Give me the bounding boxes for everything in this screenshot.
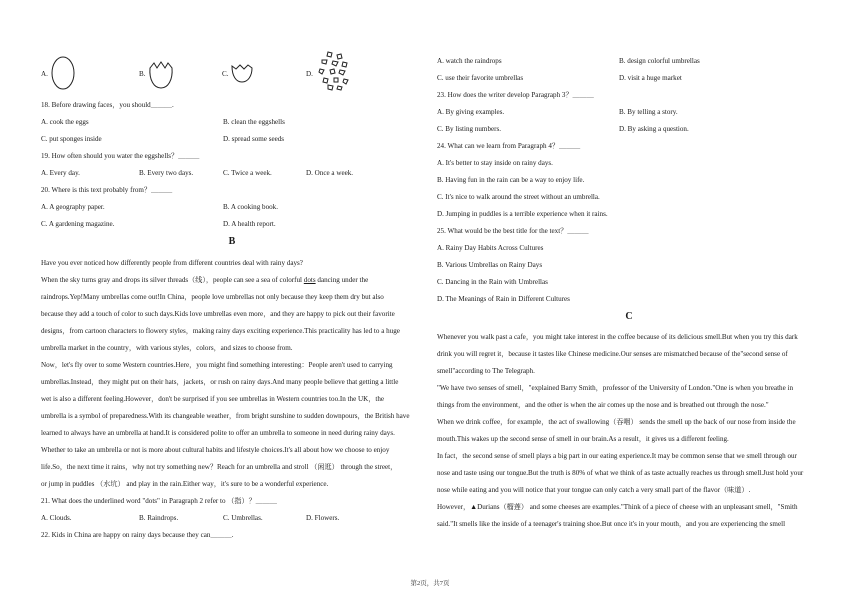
q19-option-a: A. Every day. [41,169,80,177]
egg-option-d-label: D. [306,70,313,78]
question-23: 23. How does the writer develop Paragraph 3？＿＿＿ [437,91,594,99]
q20-option-a: A. A geography paper. [41,203,105,211]
q21-option-a: A. Clouds. [41,514,72,522]
egg-a-icon [50,53,76,91]
question-18: 18. Before drawing faces，you should＿＿＿. [41,101,174,109]
passage-c-line-3: smell"according to The Telegraph. [437,367,535,375]
q18-option-c: C. put sponges inside [41,135,102,143]
passage-b-line-11: learned to always have an umbrella at hand.It is considered polite to offer an umbrella to someone in need during rainy days. [41,429,395,437]
passage-c-line-6: When we drink coffee，for example，the act of swallowing（吞咽） sends the smell up the back of our nose from inside the [437,418,796,426]
q24-option-a: A. It's better to stay inside on rainy days. [437,159,553,167]
passage-b-line-4: because they add a touch of color to such days.Kids love umbrellas even more，and they are happy to pick out their favorite [41,310,395,318]
passage-b-line-9: wet is also a different feeling.However，don't be surprised if you see umbrellas in Western countries too.In the UK，the [41,395,385,403]
underlined-word-dots: dots [303,276,316,284]
egg-option-b-label: B. [139,70,146,78]
q24-option-b: B. Having fun in the rain can be a way to enjoy life. [437,176,585,184]
passage-b-line-6: umbrella market in the country，with various styles，colors，and sizes to choose from. [41,344,293,352]
question-22: 22. Kids in China are happy on rainy days because they can＿＿＿. [41,531,234,539]
question-21: 21. What does the underlined word "dots" in Paragraph 2 refer to （指）？＿＿＿ [41,497,277,505]
passage-b-line-2-tail: dancing under the [315,276,369,284]
q20-option-c: C. A gardening magazine. [41,220,115,228]
passage-b-line-2-text: When the sky turns gray and drops its silver threads（线），people can see a sea of colorful [41,276,304,284]
q18-option-a: A. cook the eggs [41,118,89,126]
passage-c-line-10: nose while eating and you will notice that your tongue can only catch a very small part of the flavor（味道）. [437,486,751,494]
question-20: 20. Where is this text probably from？＿＿＿ [41,186,173,194]
passage-b-line-3: raindrops.Yep!Many umbrellas come out!In China，people love umbrellas not only because they keep them dry but also [41,293,384,301]
question-19: 19. How often should you water the eggshells？＿＿＿ [41,152,200,160]
passage-c-line-5: things from the environment，and the other is when the air comes up the nose and is breathed out through the nose." [437,401,769,409]
q19-option-c: C. Twice a week. [223,169,272,177]
q20-option-d: D. A health report. [223,220,276,228]
passage-c-line-8: In fact，the second sense of smell plays a big part in our eating experience.It may be common sense that we smell through our [437,452,797,460]
q20-option-b: B. A cooking book. [223,203,278,211]
passage-b-line-10: umbrella is a symbol of preparedness.With its changeable weather，from bright sunshine to sudden downpours，the British have [41,412,410,420]
q24-option-d: D. Jumping in puddles is a terrible experience when it rains. [437,210,608,218]
passage-c-line-4: "We have two senses of smell，"explained Barry Smith，professor of the University of London."One is when you breathe in [437,384,794,392]
q21-option-b: B. Raindrops. [139,514,179,522]
passage-b-line-8: umbrellas.Instead，they might put on their hats，jackets，or rush on rainy days.And many people believe that getting a little [41,378,399,386]
q19-option-d: D. Once a week. [306,169,354,177]
q19-option-b: B. Every two days. [139,169,194,177]
q23-option-a: A. By giving examples. [437,108,505,116]
passage-b-line-2 [41,275,368,286]
egg-fragments-d-icon [314,50,352,92]
q25-option-d: D. The Meanings of Rain in Different Cultures [437,295,570,303]
cracked-egg-b-icon [148,60,174,90]
question-24: 24. What can we learn from Paragraph 4？＿＿＿ [437,142,581,150]
passage-c-line-1: Whenever you walk past a cafe，you might take interest in the coffee because of its delicious smell.But when you try this dark [437,333,798,341]
passage-b-line-5: designs，from cartoon characters to flowery styles，making rainy days exciting experience.This practicality has led to a huge [41,327,400,335]
passage-c-line-12: said."It smells like the inside of a teenager's training shoe.But once it's in your mouth，and you are experiencing the smell [437,520,786,528]
page-footer: 第2页，共7页 [410,580,450,587]
section-c-heading: C [625,311,633,322]
egg-option-c-label: C. [222,70,229,78]
egg-option-a-label: A. [41,70,48,78]
q22-option-d: D. visit a huge market [619,74,682,82]
passage-c-line-2: drink you will regret it，because it tastes like Chinese medicine.Our senses are mismatched because of the"second sense of [437,350,788,358]
q23-option-c: C. By listing numbers. [437,125,502,133]
q18-option-d: D. spread some seeds [223,135,285,143]
q25-option-a: A. Rainy Day Habits Across Cultures [437,244,544,252]
question-25: 25. What would be the best title for the text？＿＿＿ [437,227,589,235]
passage-b-line-7: Now，let's fly over to some Western countries.Here，you might find something interesting：People aren't used to carrying [41,361,393,369]
q18-option-b: B. clean the eggshells [223,118,285,126]
passage-c-line-7: mouth.This wakes up the second sense of smell in our brain.As a result，it gives us a different feeling. [437,435,729,443]
q22-option-c: C. use their favorite umbrellas [437,74,524,82]
q21-option-c: C. Umbrellas. [223,514,263,522]
q22-option-a: A. watch the raindrops [437,57,502,65]
passage-b-line-1: Have you ever noticed how differently people from different countries deal with rainy days? [41,259,303,267]
q23-option-d: D. By asking a question. [619,125,689,133]
q22-option-b: B. design colorful umbrellas [619,57,700,65]
q25-option-b: B. Various Umbrellas on Rainy Days [437,261,543,269]
passage-c-line-11: However，▲Durians（榴莲） and some cheeses are examples."Think of a piece of cheese with an unpleasant smell，"Smith [437,503,798,511]
q23-option-b: B. By telling a story. [619,108,678,116]
passage-b-line-14: or jump in puddles （水坑） and play in the rain.Either way，it's sure to be a wonderful experience. [41,480,329,488]
section-b-heading: B [228,236,236,247]
passage-b-line-13: life.So，the next time it rains，why not try something new？Reach for an umbrella and stroll （闲逛） through the street， [41,463,398,471]
passage-c-line-9: nose and taste using our tongue.But the truth is 80% of what we think of as taste actually reaches us through smell.Just hold your [437,469,804,477]
q24-option-c: C. It's nice to walk around the street without an umbrella. [437,193,600,201]
passage-b-line-12: Whether to take an umbrella or not is more about cultural habits and lifestyle choices.It's all about how we choose to enjoy [41,446,390,454]
eggshell-half-c-icon [230,62,254,84]
q21-option-d: D. Flowers. [306,514,340,522]
q25-option-c: C. Dancing in the Rain with Umbrellas [437,278,548,286]
